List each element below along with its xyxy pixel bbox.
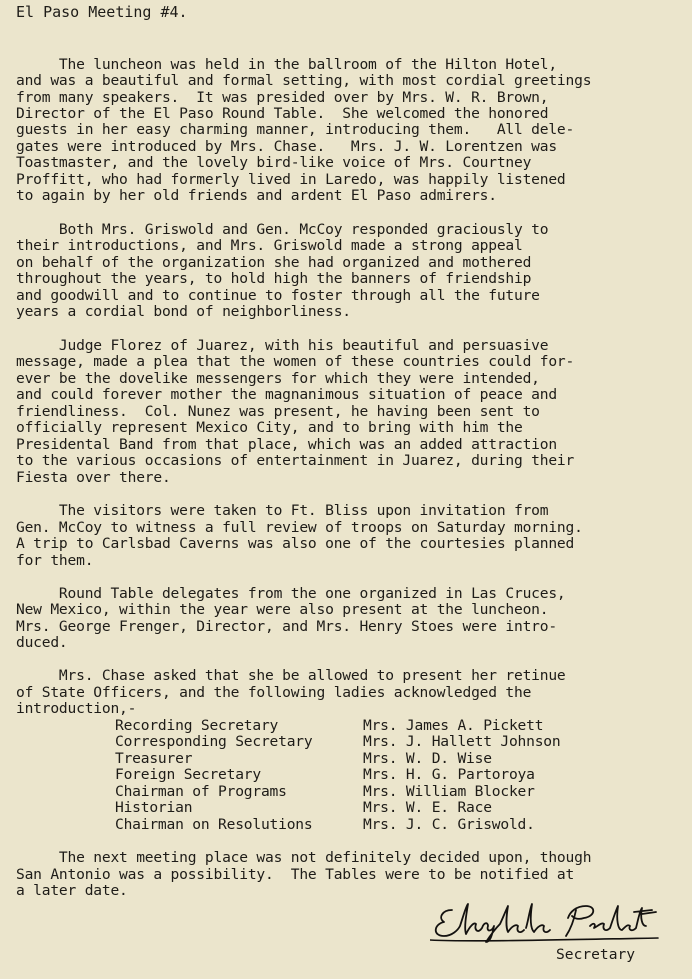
text-line: Fiesta over there. [16,469,171,486]
text-line: a later date. [16,882,128,899]
text-line: gates were introduced by Mrs. Chase. Mrs. J. W. Lorentzen was [16,138,557,155]
text-line: and could forever mother the magnanimous situation of peace and [16,386,557,403]
text-line: of State Officers, and the following ladies acknowledged the [16,684,532,701]
text-line: New Mexico, within the year were also present at the luncheon. [16,601,549,618]
officer-name: Mrs. W. E. Race [363,799,492,816]
text-line: for them. [16,552,94,569]
text-line: Gen. McCoy to witness a full review of troops on Saturday morning. [16,519,583,536]
text-line: The visitors were taken to Ft. Bliss upon invitation from [16,502,549,519]
text-line: friendliness. Col. Nunez was present, he having been sent to [16,403,540,420]
officer-name: Mrs. J. Hallett Johnson [363,733,561,750]
text-line: and goodwill and to continue to foster through all the future [16,287,540,304]
text-line: The next meeting place was not definitely decided upon, though [16,849,592,866]
officer-name: Mrs. H. G. Partoroya [363,766,535,783]
officer-name: Mrs. James A. Pickett [363,717,544,734]
text-line: on behalf of the organization she had organized and mothered [16,254,532,271]
officer-name: Mrs. W. D. Wise [363,750,492,767]
text-line: to again by her old friends and ardent El Paso admirers. [16,187,497,204]
text-line: Toastmaster, and the lovely bird-like voice of Mrs. Courtney [16,154,532,171]
text-line: Presidental Band from that place, which was an added attraction [16,436,557,453]
text-line: from many speakers. It was presided over by Mrs. W. R. Brown, [16,89,549,106]
text-line: Mrs. Chase asked that she be allowed to present her retinue [16,667,566,684]
officer-role: Historian [115,799,193,816]
text-line: Proffitt, who had formerly lived in Laredo, was happily listened [16,171,566,188]
signature-title: Secretary [556,946,636,963]
text-line: duced. [16,634,68,651]
officer-role: Chairman on Resolutions [115,816,313,833]
officer-role: Corresponding Secretary [115,733,313,750]
text-line: Mrs. George Frenger, Director, and Mrs. Henry Stoes were intro- [16,618,557,635]
officer-name: Mrs. William Blocker [363,783,535,800]
text-line: introduction,- [16,700,137,717]
text-line: message, made a plea that the women of these countries could for- [16,353,575,370]
handwritten-signature [430,896,660,946]
text-line: guests in her easy charming manner, introducing them. All dele- [16,121,575,138]
text-line: ever be the dovelike messengers for which they were intended, [16,370,540,387]
officer-role: Foreign Secretary [115,766,261,783]
text-line: throughout the years, to hold high the banners of friendship [16,270,532,287]
text-line: their introductions, and Mrs. Griswold made a strong appeal [16,237,523,254]
document-heading: El Paso Meeting #4. [16,3,188,21]
text-line: Judge Florez of Juarez, with his beautiful and persuasive [16,337,549,354]
text-line: Both Mrs. Griswold and Gen. McCoy responded graciously to [16,221,549,238]
text-line: San Antonio was a possibility. The Tables were to be notified at [16,866,575,883]
text-line: The luncheon was held in the ballroom of the Hilton Hotel, [16,56,557,73]
officer-role: Chairman of Programs [115,783,287,800]
text-line: officially represent Mexico City, and to bring with him the [16,419,523,436]
text-line: Round Table delegates from the one organized in Las Cruces, [16,585,566,602]
text-line: to the various occasions of entertainment in Juarez, during their [16,452,575,469]
text-line: Director of the El Paso Round Table. She welcomed the honored [16,105,549,122]
officer-role: Recording Secretary [115,717,279,734]
text-line: years a cordial bond of neighborliness. [16,303,351,320]
officer-role: Treasurer [115,750,193,767]
text-line: and was a beautiful and formal setting, with most cordial greetings [16,72,592,89]
text-line: A trip to Carlsbad Caverns was also one of the courtesies planned [16,535,575,552]
officer-name: Mrs. J. C. Griswold. [363,816,535,833]
